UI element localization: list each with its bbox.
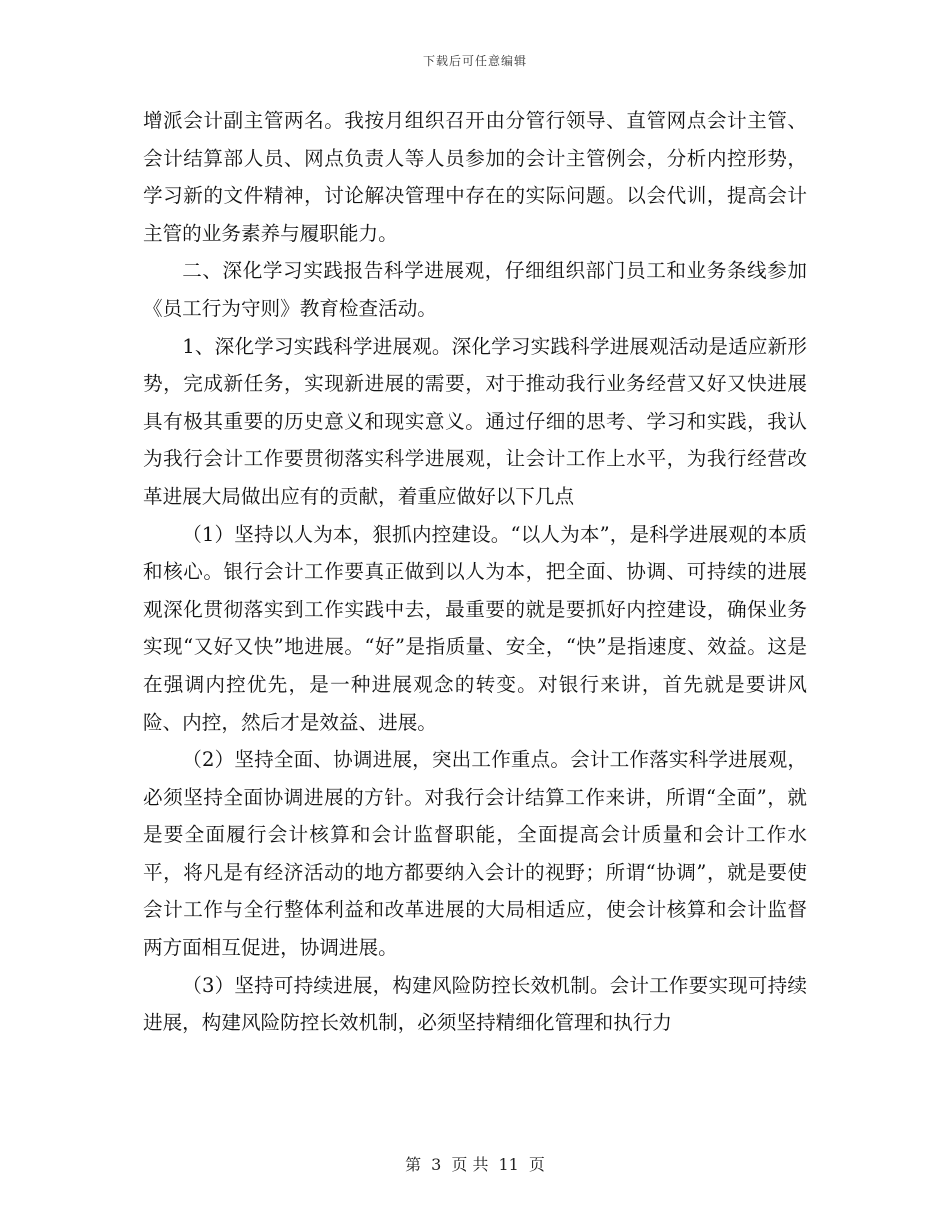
paragraph-3: 1、深化学习实践科学进展观。深化学习实践科学进展观活动是适应新形势，完成新任务，实现新进展的需要，对于推动我行业务经营又好又快进展具有极其重要的历史意义和现实意义。通过仔细的思考、学习和实践，我认为我行会计工作要贯彻落实科学进展观，让会计工作上水平，为我行经营改革进展大局做出应有的贡献，着重应做好以下几点 [143,334,807,508]
document-body [143,102,807,1042]
footer-suffix: 页 [528,1155,545,1174]
paragraph-5: （2）坚持全面、协调进展，突出工作重点。会计工作落实科学进展观，必须坚持全面协调进展的方针。对我行会计结算工作来讲，所谓“全面”，就是要全面履行会计核算和会计监督职能，全面提高会计质量和会计工作水平，将凡是有经济活动的地方都要纳入会计的视野；所谓“协调”，就是要使会计工作与全行整体利益和改革进展的大局相适应，使会计核算和会计监督两方面相互促进，协调进展。 [143,748,807,960]
footer-prefix: 第 [405,1155,422,1174]
paragraph-4: （1）坚持以人为本，狠抓内控建设。“以人为本”，是科学进展观的本质和核心。银行会计工作要真正做到以人为本，把全面、协调、可持续的进展观深化贯彻落实到工作实践中去，最重要的就是要抓好内控建设，确保业务实现“又好又快”地进展。“好”是指质量、安全，“快”是指速度、效益。这是在强调内控优先，是一种进展观念的转变。对银行来讲，首先就是要讲风险、内控，然后才是效益、进展。 [143,522,807,734]
footer-current-page: 3 [431,1155,442,1174]
paragraph-1: 增派会计副主管两名。我按月组织召开由分管行领导、直管网点会计主管、会计结算部人员、网点负责人等人员参加的会计主管例会，分析内控形势，学习新的文件精神，讨论解决管理中存在的实际问题。以会代训，提高会计主管的业务素养与履职能力。 [143,109,807,245]
page-footer [0,1152,950,1175]
page-header-note: 下载后可任意编辑 [422,54,527,68]
footer-middle: 页 共 [451,1155,489,1174]
paragraph-6: （3）坚持可持续进展，构建风险防控长效机制。会计工作要实现可持续进展，构建风险防控长效机制，必须坚持精细化管理和执行力 [143,973,807,1035]
paragraph-2: 二、深化学习实践报告科学进展观，仔细组织部门员工和业务条线参加《员工行为守则》教育检查活动。 [143,259,807,320]
footer-total-pages: 11 [498,1155,519,1174]
